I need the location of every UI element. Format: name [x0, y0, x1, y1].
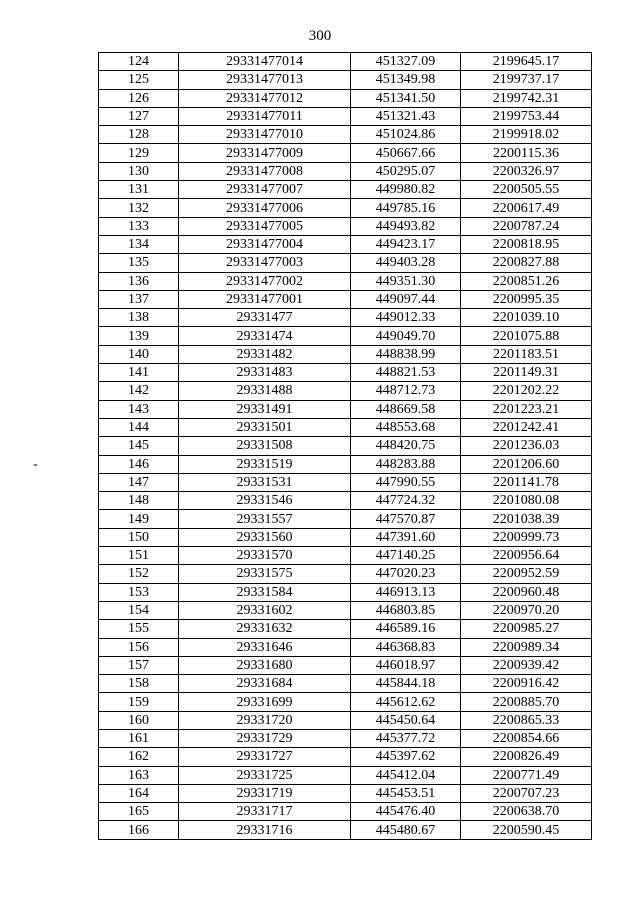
row-index-cell: 133: [99, 217, 179, 235]
x-coordinate-cell: 448712.73: [351, 382, 461, 400]
row-index-cell: 156: [99, 638, 179, 656]
table-row: [99, 492, 592, 510]
row-index-cell: 152: [99, 565, 179, 583]
point-id-cell: 29331474: [179, 327, 351, 345]
row-index-cell: 165: [99, 803, 179, 821]
row-index-cell: 135: [99, 254, 179, 272]
x-coordinate-cell: 447990.55: [351, 473, 461, 491]
y-coordinate-cell: 2200960.48: [461, 583, 592, 601]
point-id-cell: 29331501: [179, 418, 351, 436]
row-index-cell: 160: [99, 711, 179, 729]
x-coordinate-cell: 446803.85: [351, 601, 461, 619]
row-index-cell: 146: [99, 455, 179, 473]
point-id-cell: 29331717: [179, 803, 351, 821]
table-row: [99, 126, 592, 144]
point-id-cell: 29331477008: [179, 162, 351, 180]
table-row: [99, 437, 592, 455]
page-number: 300: [308, 28, 332, 44]
table-row: [99, 107, 592, 125]
point-id-cell: 29331477010: [179, 126, 351, 144]
point-id-cell: 29331477014: [179, 53, 351, 71]
table-row: [99, 583, 592, 601]
y-coordinate-cell: 2201183.51: [461, 345, 592, 363]
table-row: [99, 766, 592, 784]
y-coordinate-cell: 2201038.39: [461, 510, 592, 528]
row-index-cell: 126: [99, 89, 179, 107]
x-coordinate-cell: 447140.25: [351, 547, 461, 565]
row-index-cell: 161: [99, 729, 179, 747]
x-coordinate-cell: 445453.51: [351, 784, 461, 802]
y-coordinate-cell: 2200956.64: [461, 547, 592, 565]
x-coordinate-cell: 448838.99: [351, 345, 461, 363]
table-row: [99, 455, 592, 473]
row-index-cell: 159: [99, 693, 179, 711]
x-coordinate-cell: 448283.88: [351, 455, 461, 473]
point-id-cell: 29331477006: [179, 199, 351, 217]
row-index-cell: 151: [99, 547, 179, 565]
x-coordinate-cell: 446589.16: [351, 620, 461, 638]
row-index-cell: 125: [99, 71, 179, 89]
x-coordinate-cell: 447020.23: [351, 565, 461, 583]
x-coordinate-cell: 445476.40: [351, 803, 461, 821]
x-coordinate-cell: 446368.83: [351, 638, 461, 656]
y-coordinate-cell: 2199742.31: [461, 89, 592, 107]
x-coordinate-cell: 447724.32: [351, 492, 461, 510]
point-id-cell: 29331519: [179, 455, 351, 473]
table-row: [99, 71, 592, 89]
row-index-cell: 134: [99, 235, 179, 253]
table-row: [99, 675, 592, 693]
table-row: [99, 364, 592, 382]
table-row: [99, 309, 592, 327]
table-row: [99, 382, 592, 400]
row-index-cell: 127: [99, 107, 179, 125]
y-coordinate-cell: 2200885.70: [461, 693, 592, 711]
y-coordinate-cell: 2199918.02: [461, 126, 592, 144]
row-index-cell: 150: [99, 528, 179, 546]
point-id-cell: 29331719: [179, 784, 351, 802]
row-index-cell: 157: [99, 656, 179, 674]
table-row: [99, 748, 592, 766]
point-id-cell: 29331699: [179, 693, 351, 711]
x-coordinate-cell: 449423.17: [351, 235, 461, 253]
y-coordinate-cell: 2201149.31: [461, 364, 592, 382]
x-coordinate-cell: 445480.67: [351, 821, 461, 839]
point-id-cell: 29331488: [179, 382, 351, 400]
x-coordinate-cell: 449493.82: [351, 217, 461, 235]
y-coordinate-cell: 2200115.36: [461, 144, 592, 162]
x-coordinate-cell: 449403.28: [351, 254, 461, 272]
y-coordinate-cell: 2200999.73: [461, 528, 592, 546]
table-row: [99, 656, 592, 674]
x-coordinate-cell: 446018.97: [351, 656, 461, 674]
row-index-cell: 128: [99, 126, 179, 144]
point-id-cell: 29331560: [179, 528, 351, 546]
point-id-cell: 29331482: [179, 345, 351, 363]
point-id-cell: 29331680: [179, 656, 351, 674]
point-id-cell: 29331727: [179, 748, 351, 766]
y-coordinate-cell: 2200590.45: [461, 821, 592, 839]
x-coordinate-cell: 447570.87: [351, 510, 461, 528]
table-row: [99, 803, 592, 821]
point-id-cell: 29331584: [179, 583, 351, 601]
x-coordinate-cell: 449351.30: [351, 272, 461, 290]
x-coordinate-cell: 449980.82: [351, 181, 461, 199]
row-index-cell: 158: [99, 675, 179, 693]
y-coordinate-cell: 2200505.55: [461, 181, 592, 199]
x-coordinate-cell: 447391.60: [351, 528, 461, 546]
table-row: [99, 638, 592, 656]
table-row: [99, 235, 592, 253]
x-coordinate-cell: 448420.75: [351, 437, 461, 455]
y-coordinate-cell: 2201242.41: [461, 418, 592, 436]
row-index-cell: 163: [99, 766, 179, 784]
point-id-cell: 29331477001: [179, 290, 351, 308]
y-coordinate-cell: 2200985.27: [461, 620, 592, 638]
y-coordinate-cell: 2201206.60: [461, 455, 592, 473]
row-index-cell: 164: [99, 784, 179, 802]
x-coordinate-cell: 448821.53: [351, 364, 461, 382]
table-row: [99, 254, 592, 272]
point-id-cell: 29331632: [179, 620, 351, 638]
table-row: [99, 272, 592, 290]
table-row: [99, 53, 592, 71]
table-row: [99, 89, 592, 107]
table-row: [99, 784, 592, 802]
table-row: [99, 547, 592, 565]
y-coordinate-cell: 2200771.49: [461, 766, 592, 784]
row-index-cell: 142: [99, 382, 179, 400]
point-id-cell: 29331508: [179, 437, 351, 455]
y-coordinate-cell: 2200818.95: [461, 235, 592, 253]
y-coordinate-cell: 2200617.49: [461, 199, 592, 217]
x-coordinate-cell: 451341.50: [351, 89, 461, 107]
row-index-cell: 141: [99, 364, 179, 382]
x-coordinate-cell: 450295.07: [351, 162, 461, 180]
point-id-cell: 29331570: [179, 547, 351, 565]
row-index-cell: 147: [99, 473, 179, 491]
row-index-cell: 137: [99, 290, 179, 308]
row-index-cell: 129: [99, 144, 179, 162]
x-coordinate-cell: 445377.72: [351, 729, 461, 747]
point-id-cell: 29331491: [179, 400, 351, 418]
stray-mark: -: [33, 457, 38, 472]
y-coordinate-cell: 2200989.34: [461, 638, 592, 656]
y-coordinate-cell: 2201039.10: [461, 309, 592, 327]
point-id-cell: 29331477004: [179, 235, 351, 253]
table-row: [99, 162, 592, 180]
table-row: [99, 601, 592, 619]
point-id-cell: 29331575: [179, 565, 351, 583]
point-id-cell: 29331725: [179, 766, 351, 784]
point-id-cell: 29331477007: [179, 181, 351, 199]
table-row: [99, 400, 592, 418]
table-row: [99, 821, 592, 839]
row-index-cell: 143: [99, 400, 179, 418]
point-id-cell: 29331477009: [179, 144, 351, 162]
point-id-cell: 29331716: [179, 821, 351, 839]
point-id-cell: 29331531: [179, 473, 351, 491]
row-index-cell: 145: [99, 437, 179, 455]
y-coordinate-cell: 2201080.08: [461, 492, 592, 510]
coordinates-table: [98, 52, 592, 840]
y-coordinate-cell: 2200970.20: [461, 601, 592, 619]
y-coordinate-cell: 2201223.21: [461, 400, 592, 418]
table-row: [99, 565, 592, 583]
table-row: [99, 510, 592, 528]
x-coordinate-cell: 446913.13: [351, 583, 461, 601]
point-id-cell: 29331477012: [179, 89, 351, 107]
y-coordinate-cell: 2200939.42: [461, 656, 592, 674]
y-coordinate-cell: 2200827.88: [461, 254, 592, 272]
y-coordinate-cell: 2200916.42: [461, 675, 592, 693]
table-row: [99, 620, 592, 638]
point-id-cell: 29331477002: [179, 272, 351, 290]
point-id-cell: 29331720: [179, 711, 351, 729]
y-coordinate-cell: 2200787.24: [461, 217, 592, 235]
x-coordinate-cell: 451024.86: [351, 126, 461, 144]
y-coordinate-cell: 2200707.23: [461, 784, 592, 802]
table-row: [99, 528, 592, 546]
y-coordinate-cell: 2200826.49: [461, 748, 592, 766]
y-coordinate-cell: 2200326.97: [461, 162, 592, 180]
table-row: [99, 199, 592, 217]
point-id-cell: 29331729: [179, 729, 351, 747]
table-row: [99, 144, 592, 162]
point-id-cell: 29331602: [179, 601, 351, 619]
row-index-cell: 130: [99, 162, 179, 180]
row-index-cell: 139: [99, 327, 179, 345]
y-coordinate-cell: 2199737.17: [461, 71, 592, 89]
point-id-cell: 29331557: [179, 510, 351, 528]
point-id-cell: 29331646: [179, 638, 351, 656]
x-coordinate-cell: 449049.70: [351, 327, 461, 345]
point-id-cell: 29331477013: [179, 71, 351, 89]
x-coordinate-cell: 445450.64: [351, 711, 461, 729]
point-id-cell: 29331684: [179, 675, 351, 693]
y-coordinate-cell: 2199645.17: [461, 53, 592, 71]
point-id-cell: 29331483: [179, 364, 351, 382]
coordinates-table-body: [99, 53, 592, 840]
row-index-cell: 148: [99, 492, 179, 510]
point-id-cell: 29331546: [179, 492, 351, 510]
y-coordinate-cell: 2201141.78: [461, 473, 592, 491]
row-index-cell: 154: [99, 601, 179, 619]
row-index-cell: 131: [99, 181, 179, 199]
row-index-cell: 166: [99, 821, 179, 839]
row-index-cell: 136: [99, 272, 179, 290]
x-coordinate-cell: 449785.16: [351, 199, 461, 217]
y-coordinate-cell: 2201236.03: [461, 437, 592, 455]
x-coordinate-cell: 445397.62: [351, 748, 461, 766]
point-id-cell: 29331477: [179, 309, 351, 327]
x-coordinate-cell: 451327.09: [351, 53, 461, 71]
y-coordinate-cell: 2200851.26: [461, 272, 592, 290]
y-coordinate-cell: 2200865.33: [461, 711, 592, 729]
y-coordinate-cell: 2199753.44: [461, 107, 592, 125]
row-index-cell: 144: [99, 418, 179, 436]
table-row: [99, 729, 592, 747]
point-id-cell: 29331477003: [179, 254, 351, 272]
x-coordinate-cell: 451349.98: [351, 71, 461, 89]
table-row: [99, 711, 592, 729]
x-coordinate-cell: 445844.18: [351, 675, 461, 693]
y-coordinate-cell: 2200995.35: [461, 290, 592, 308]
table-row: [99, 217, 592, 235]
table-row: [99, 418, 592, 436]
x-coordinate-cell: 450667.66: [351, 144, 461, 162]
table-row: [99, 290, 592, 308]
row-index-cell: 140: [99, 345, 179, 363]
y-coordinate-cell: 2200854.66: [461, 729, 592, 747]
x-coordinate-cell: 448553.68: [351, 418, 461, 436]
x-coordinate-cell: 445412.04: [351, 766, 461, 784]
table-row: [99, 473, 592, 491]
x-coordinate-cell: 445612.62: [351, 693, 461, 711]
row-index-cell: 162: [99, 748, 179, 766]
x-coordinate-cell: 449012.33: [351, 309, 461, 327]
row-index-cell: 138: [99, 309, 179, 327]
point-id-cell: 29331477011: [179, 107, 351, 125]
y-coordinate-cell: 2200952.59: [461, 565, 592, 583]
table-row: [99, 345, 592, 363]
table-row: [99, 327, 592, 345]
row-index-cell: 149: [99, 510, 179, 528]
row-index-cell: 155: [99, 620, 179, 638]
row-index-cell: 124: [99, 53, 179, 71]
y-coordinate-cell: 2201202.22: [461, 382, 592, 400]
point-id-cell: 29331477005: [179, 217, 351, 235]
row-index-cell: 132: [99, 199, 179, 217]
table-row: [99, 693, 592, 711]
x-coordinate-cell: 448669.58: [351, 400, 461, 418]
x-coordinate-cell: 449097.44: [351, 290, 461, 308]
x-coordinate-cell: 451321.43: [351, 107, 461, 125]
table-row: [99, 181, 592, 199]
y-coordinate-cell: 2200638.70: [461, 803, 592, 821]
y-coordinate-cell: 2201075.88: [461, 327, 592, 345]
row-index-cell: 153: [99, 583, 179, 601]
